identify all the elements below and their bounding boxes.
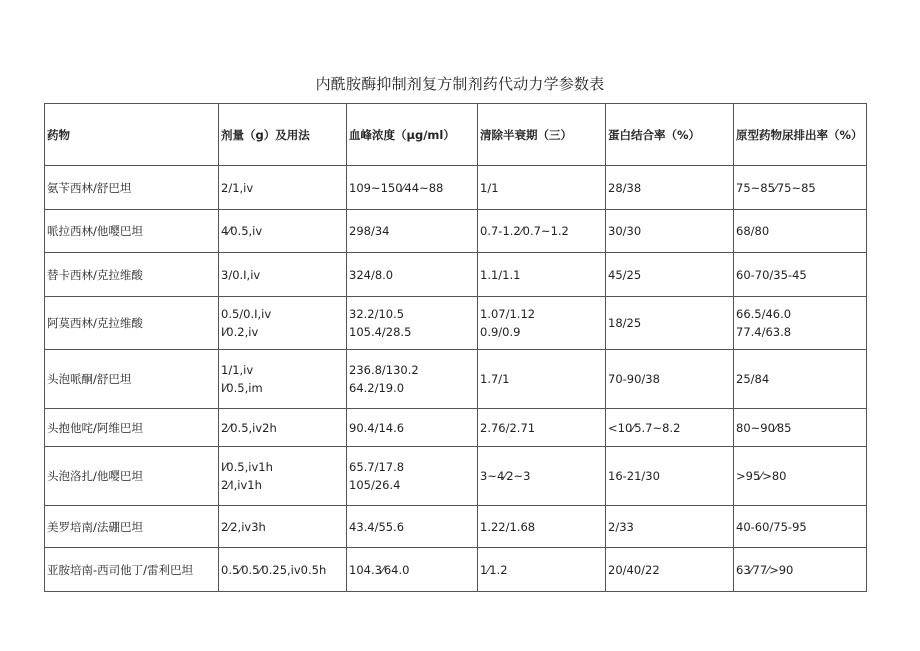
cell-dose <box>219 350 347 409</box>
cell-urine-excretion <box>734 210 867 253</box>
cell-line: I⁄0.2,iv <box>221 325 259 339</box>
cell-drug: 亚胺培南-西司他丁/雷利巴坦 <box>45 548 219 592</box>
cell-line: 1.7/1 <box>480 372 510 386</box>
cell-line: 32.2/10.5 <box>349 307 405 321</box>
cell-line: 1/1,iv <box>221 363 254 377</box>
cell-half-life <box>478 253 606 297</box>
header-drug: 药物 <box>45 104 219 166</box>
table-row <box>45 210 867 253</box>
cell-drug: 哌拉西林/他嘤巴坦 <box>45 210 219 253</box>
cell-dose <box>219 506 347 548</box>
cell-half-life <box>478 447 606 506</box>
cell-line: 1.07/1.12 <box>480 307 536 321</box>
cell-cmax <box>347 447 478 506</box>
pharmacokinetics-table <box>44 103 867 592</box>
cell-dose <box>219 297 347 350</box>
cell-line: 70-90/38 <box>608 372 660 386</box>
cell-half-life <box>478 350 606 409</box>
cell-dose <box>219 548 347 592</box>
cell-line: 75~85⁄75~85 <box>736 180 816 195</box>
cell-line: 66.5/46.0 <box>736 307 792 321</box>
cell-line: >95⁄>80 <box>736 469 787 483</box>
cell-line: 2⁄0.5,iv2h <box>221 420 277 435</box>
cell-line: 0.5/0.I,iv <box>221 307 272 321</box>
cell-drug: 氨苄西林/舒巴坦 <box>45 166 219 210</box>
cell-line: 18/25 <box>608 316 642 330</box>
table-row <box>45 548 867 592</box>
cell-line: 1.22/1.68 <box>480 519 536 534</box>
cell-cmax <box>347 548 478 592</box>
cell-line: 80~90⁄85 <box>736 420 792 435</box>
cell-cmax <box>347 253 478 297</box>
cell-protein-binding <box>606 447 734 506</box>
cell-line: 40-60/75-95 <box>736 519 807 534</box>
cell-cmax <box>347 210 478 253</box>
cell-line: 43.4/55.6 <box>349 519 405 534</box>
table-row <box>45 166 867 210</box>
cell-half-life <box>478 166 606 210</box>
cell-protein-binding <box>606 210 734 253</box>
cell-protein-binding <box>606 253 734 297</box>
cell-drug: 头抱他咤/阿维巴坦 <box>45 409 219 447</box>
cell-line: 109~150⁄44~88 <box>349 180 444 195</box>
cell-urine-excretion <box>734 253 867 297</box>
cell-line: 236.8/130.2 <box>349 363 419 377</box>
cell-line: <10⁄5.7~8.2 <box>608 420 681 435</box>
cell-urine-excretion <box>734 447 867 506</box>
cell-protein-binding <box>606 409 734 447</box>
cell-line: 4⁄0.5,iv <box>221 224 263 238</box>
cell-line: 20/40/22 <box>608 562 660 577</box>
cell-line: 16-21/30 <box>608 469 660 483</box>
cell-urine-excretion <box>734 409 867 447</box>
cell-urine-excretion <box>734 548 867 592</box>
cell-cmax <box>347 297 478 350</box>
cell-line: 68/80 <box>736 224 770 238</box>
cell-drug: 美罗培南/法硼巴坦 <box>45 506 219 548</box>
cell-half-life <box>478 297 606 350</box>
cell-line: 104.3⁄64.0 <box>349 562 410 577</box>
cell-drug: 阿莫西林/克拉维酸 <box>45 297 219 350</box>
table-title: 内酰胺酶抑制剂复方制剂药代动力学参数表 <box>315 75 605 93</box>
cell-line: 3~4⁄2~3 <box>480 469 531 483</box>
header-dose: 剂量（g）及用法 <box>219 104 347 166</box>
cell-half-life <box>478 210 606 253</box>
header-cmax: 血峰浓度（μg/ml） <box>347 104 478 166</box>
cell-dose <box>219 447 347 506</box>
cell-line: 0.9/0.9 <box>480 325 521 339</box>
cell-half-life <box>478 548 606 592</box>
table-row <box>45 506 867 548</box>
cell-line: 64.2/19.0 <box>349 381 405 395</box>
cell-line: 0.5⁄0.5⁄0.25,iv0.5h <box>221 562 327 577</box>
cell-cmax <box>347 166 478 210</box>
cell-drug: 替卡西林/克拉维酸 <box>45 253 219 297</box>
cell-drug: 头泡哌酮/舒巴坦 <box>45 350 219 409</box>
cell-half-life <box>478 409 606 447</box>
cell-line: 2⁄2,iv3h <box>221 519 266 534</box>
cell-dose <box>219 166 347 210</box>
cell-line: 105.4/28.5 <box>349 325 412 339</box>
table-row <box>45 253 867 297</box>
table-row <box>45 447 867 506</box>
cell-cmax <box>347 506 478 548</box>
header-protein-binding: 蛋白结合率（%） <box>606 104 734 166</box>
cell-urine-excretion <box>734 506 867 548</box>
cell-line: 298/34 <box>349 224 390 238</box>
cell-line: 324/8.0 <box>349 267 394 282</box>
cell-protein-binding <box>606 548 734 592</box>
cell-line: 25/84 <box>736 372 770 386</box>
cell-line: 77.4/63.8 <box>736 325 792 339</box>
cell-protein-binding <box>606 350 734 409</box>
cell-dose <box>219 409 347 447</box>
cell-protein-binding <box>606 297 734 350</box>
cell-line: 2.76/2.71 <box>480 420 536 435</box>
cell-urine-excretion <box>734 297 867 350</box>
cell-line: 90.4/14.6 <box>349 420 405 435</box>
cell-line: 1/1 <box>480 180 499 195</box>
cell-half-life <box>478 506 606 548</box>
cell-urine-excretion <box>734 166 867 210</box>
cell-line: 65.7/17.8 <box>349 460 405 474</box>
cell-line: 2/33 <box>608 519 634 534</box>
header-half-life: 清除半衰期（三） <box>478 104 606 166</box>
cell-line: 45/25 <box>608 267 642 282</box>
header-urine-excretion: 原型药物尿排出率（%） <box>734 104 867 166</box>
cell-line: 60-70/35-45 <box>736 267 807 282</box>
table-row <box>45 297 867 350</box>
cell-line: 0.7-1.2⁄0.7~1.2 <box>480 224 569 238</box>
cell-line: I⁄0.5,im <box>221 381 263 395</box>
cell-cmax <box>347 350 478 409</box>
cell-line: 2/1,iv <box>221 180 254 195</box>
cell-line: 30/30 <box>608 224 642 238</box>
cell-dose <box>219 210 347 253</box>
cell-line: 1⁄1.2 <box>480 562 508 577</box>
cell-drug: 头泡洛扎/他嘤巴坦 <box>45 447 219 506</box>
header-row <box>45 104 867 166</box>
cell-line: 63⁄77⁄>90 <box>736 562 794 577</box>
cell-line: 3/0.I,iv <box>221 267 261 282</box>
cell-dose <box>219 253 347 297</box>
cell-cmax <box>347 409 478 447</box>
cell-urine-excretion <box>734 350 867 409</box>
cell-line: 1.1/1.1 <box>480 267 521 282</box>
cell-protein-binding <box>606 506 734 548</box>
cell-line: 28/38 <box>608 180 642 195</box>
table-row <box>45 350 867 409</box>
cell-line: 105/26.4 <box>349 478 401 492</box>
table-row <box>45 409 867 447</box>
cell-line: 2⁄I,iv1h <box>221 478 262 492</box>
cell-line: I⁄0.5,iv1h <box>221 460 273 474</box>
cell-protein-binding <box>606 166 734 210</box>
